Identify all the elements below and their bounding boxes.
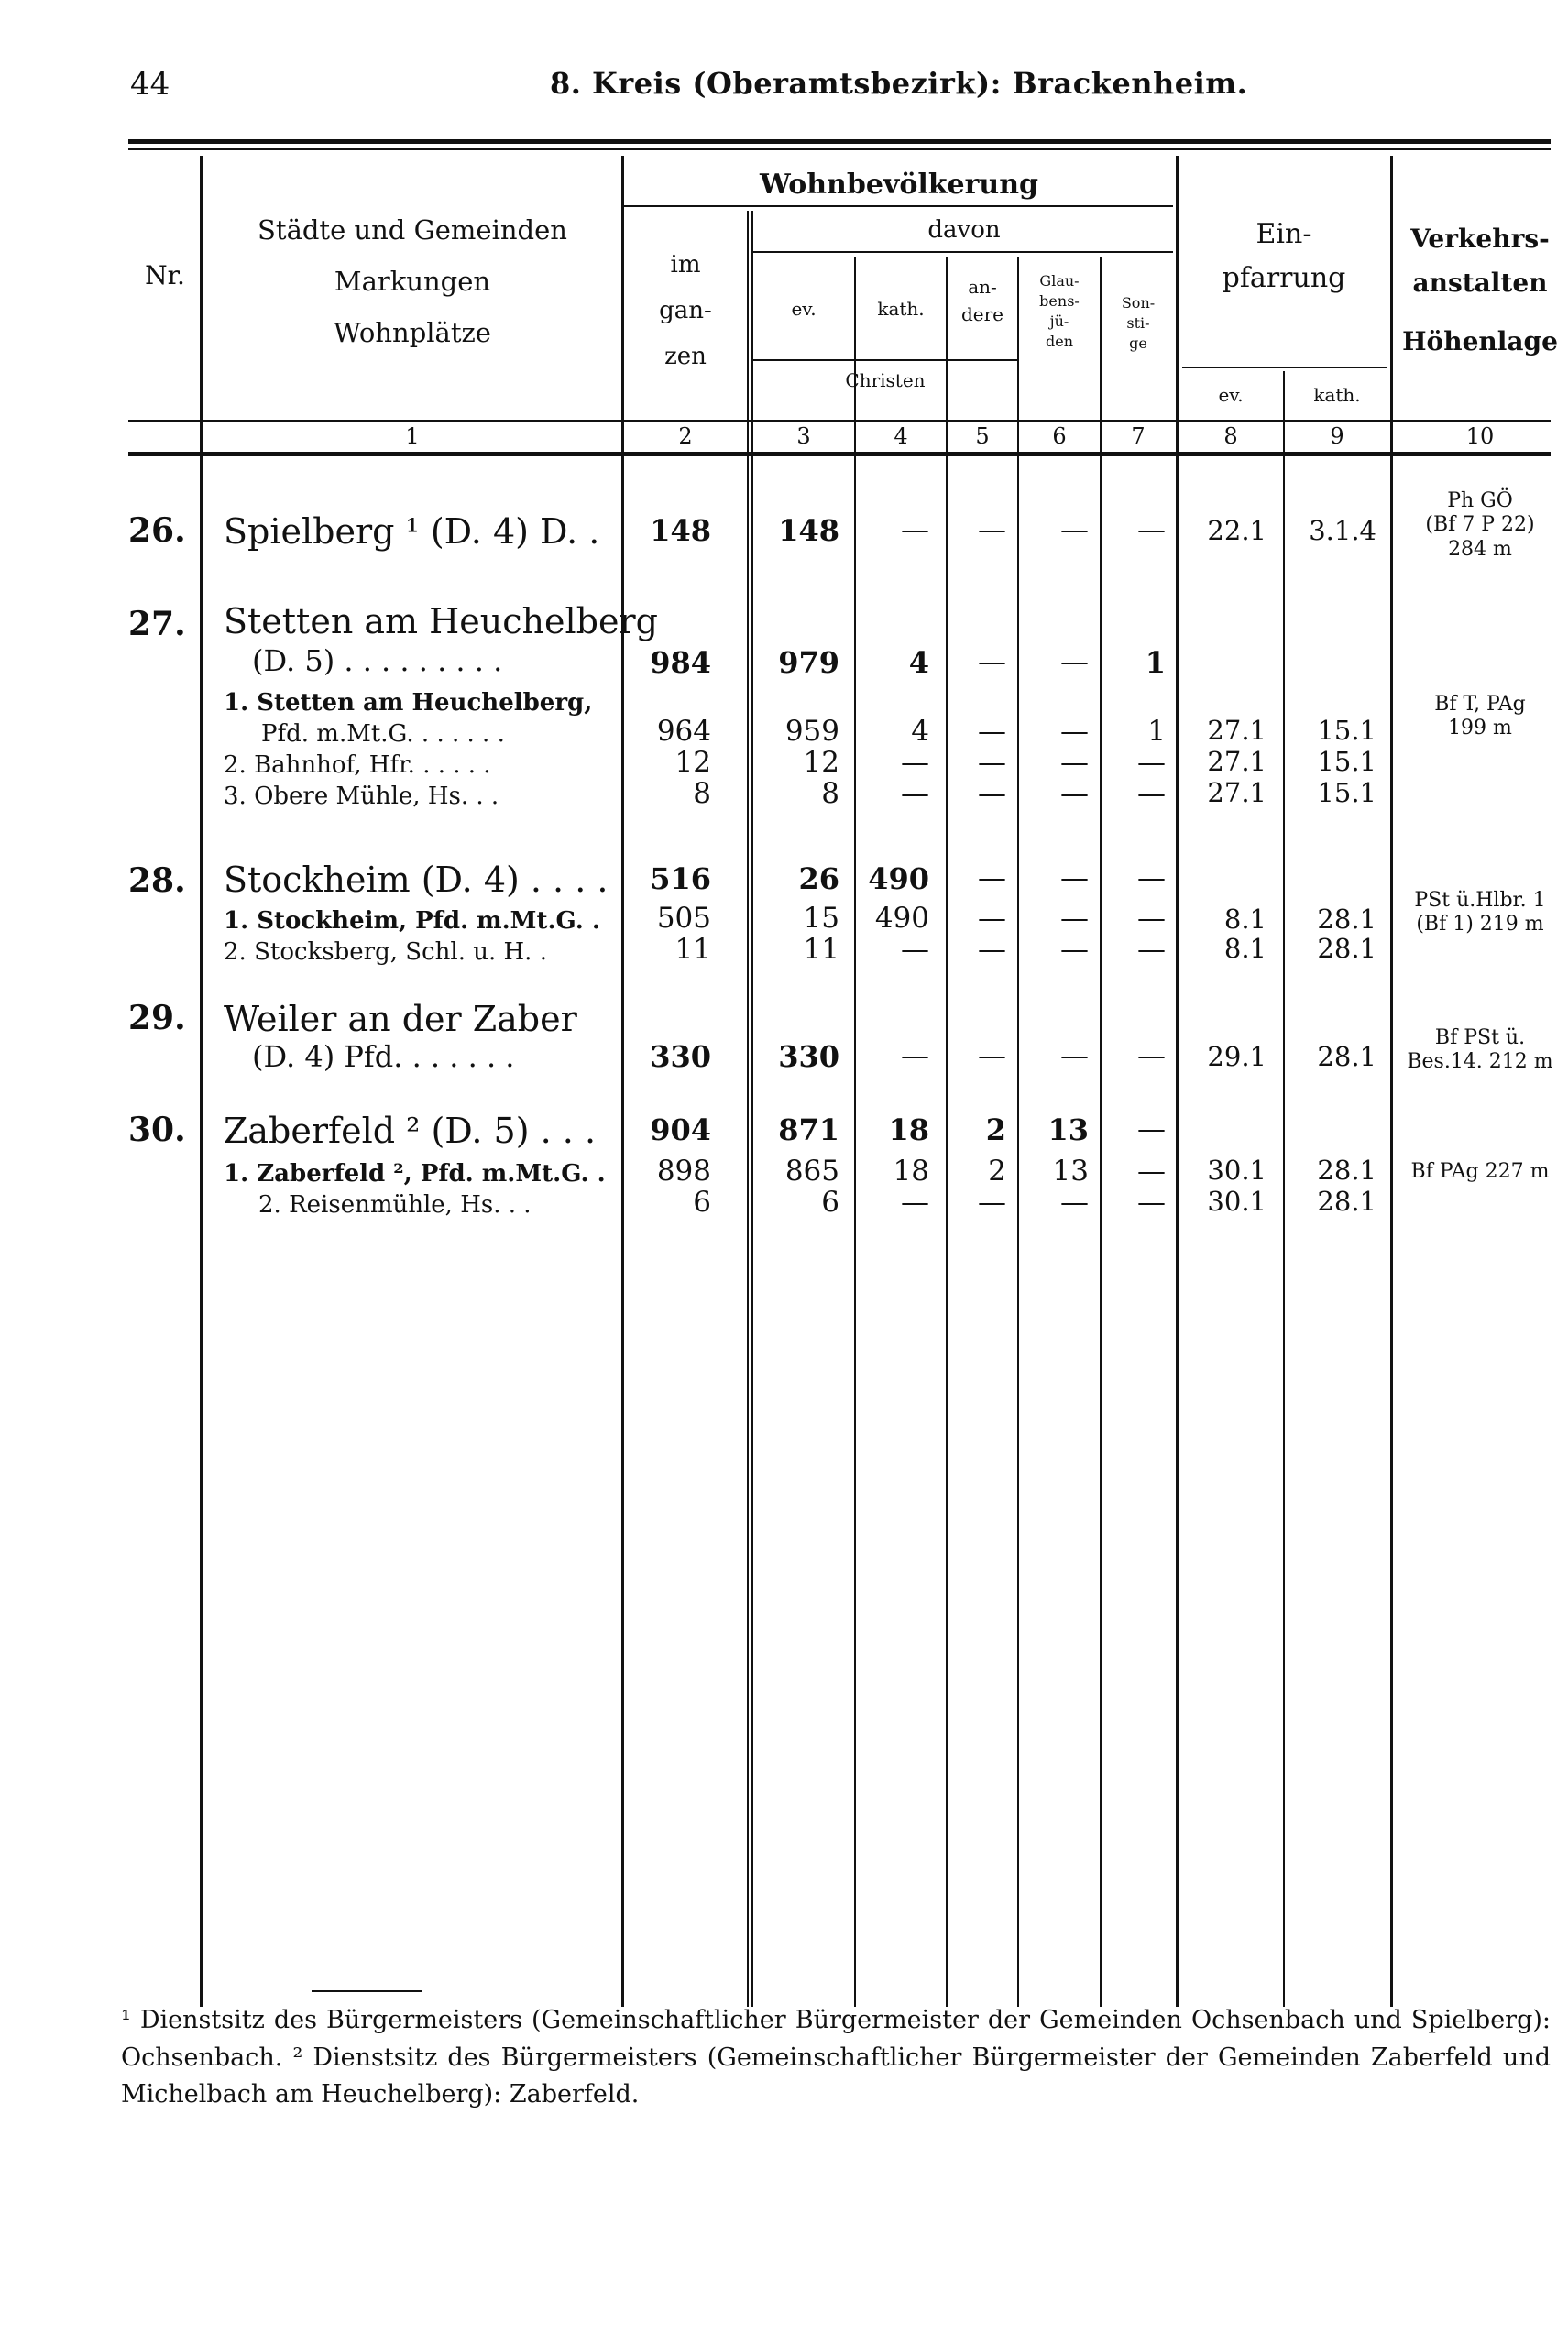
verk-line: Bf T, PAg (1434, 693, 1526, 716)
cell-kath: 490 (874, 902, 929, 935)
cell-ev: 148 (778, 513, 839, 548)
sub-name: 1. Stetten am Heuchelberg, (224, 689, 593, 717)
verk-line: 199 m (1448, 717, 1512, 740)
cell-sonst: — (1137, 1186, 1166, 1219)
header-ev: ev. (791, 298, 817, 320)
row-name: Spielberg ¹ (D. 4) D. . (224, 511, 600, 552)
cell-ev: 12 (803, 746, 839, 779)
header-andere-2: dere (960, 303, 1004, 325)
cell-juden: 13 (1052, 1155, 1089, 1188)
cell-ev: 330 (778, 1039, 839, 1074)
vline-nr (200, 156, 203, 2007)
cell-sonst: 1 (1147, 715, 1166, 748)
colnum-8: 8 (1223, 423, 1238, 449)
colnum-1: 1 (405, 423, 420, 449)
vline-name (621, 156, 624, 2007)
header-christen: Christen (845, 369, 926, 391)
cell-kath: 18 (893, 1155, 929, 1188)
row-name-cont: (D. 5) . . . . . . . . . (252, 643, 503, 678)
cell-total: 904 (650, 1112, 711, 1147)
cell-juden: — (1060, 645, 1089, 678)
cell-kath: — (901, 1186, 929, 1219)
cell-total: 330 (650, 1039, 711, 1074)
verk-line: (Bf 1) 219 m (1416, 913, 1544, 937)
vline-total-2 (751, 211, 753, 2007)
header-andere-1: an- (968, 276, 997, 298)
cell-total: 12 (674, 746, 711, 779)
cell-pf-ev: 30.1 (1207, 1186, 1266, 1217)
cell-juden: — (1060, 861, 1089, 894)
colnum-9: 9 (1330, 423, 1344, 449)
cell-ev: 26 (798, 861, 839, 896)
cell-kath: — (901, 746, 929, 779)
cell-juden: — (1060, 1186, 1089, 1219)
cell-pf-kath: 28.1 (1317, 1155, 1376, 1186)
cell-sonst: — (1137, 861, 1166, 894)
cell-total: 984 (650, 645, 711, 680)
colnum-6: 6 (1052, 423, 1067, 449)
header-verk-1: Verkehrs- (1410, 224, 1550, 254)
cell-pf-kath: 3.1.4 (1309, 515, 1376, 546)
cell-andere: — (978, 777, 1006, 810)
vline-total (747, 211, 749, 2007)
sub-name-cont: Pfd. m.Mt.G. . . . . . . (261, 720, 505, 748)
colnum-5: 5 (975, 423, 990, 449)
einpf-underline (1182, 367, 1387, 368)
header-imganzen-3: zen (664, 343, 707, 370)
wohn-underline (623, 205, 1173, 207)
colnum-2: 2 (678, 423, 693, 449)
colnum-10: 10 (1465, 423, 1495, 449)
cell-verk (1394, 1026, 1566, 1075)
row-name: Stockheim (D. 4) . . . . (224, 860, 609, 900)
header-verk-3: Höhenlage (1402, 326, 1558, 356)
row-nr: 30. (128, 1111, 186, 1149)
cell-verk (1398, 693, 1563, 741)
cell-pf-kath: 28.1 (1317, 904, 1376, 935)
row-name: Zaberfeld ² (D. 5) . . . (224, 1111, 597, 1151)
top-rule-thin (128, 148, 1551, 150)
cell-andere: — (978, 902, 1006, 935)
header-name-1: Städte und Gemeinden (258, 214, 567, 246)
cell-andere: — (978, 1186, 1006, 1219)
header-verk-2: anstalten (1412, 268, 1548, 298)
cell-juden: — (1060, 933, 1089, 966)
cell-sonst: — (1137, 1112, 1166, 1145)
cell-kath: 490 (868, 861, 929, 896)
cell-andere: — (978, 513, 1006, 546)
row-nr: 26. (128, 511, 186, 550)
cell-ev: 871 (778, 1112, 839, 1147)
cell-juden: — (1060, 746, 1089, 779)
header-nr: Nr. (145, 260, 185, 290)
header-davon: davon (927, 216, 1001, 244)
cell-total: 964 (656, 715, 711, 748)
cell-ev: 11 (803, 933, 839, 966)
header-einpf-1: Ein- (1255, 218, 1312, 250)
cell-pf-kath: 15.1 (1317, 777, 1376, 808)
cell-juden: — (1060, 715, 1089, 748)
cell-verk (1394, 889, 1566, 937)
cell-sonst: — (1137, 902, 1166, 935)
colnum-4: 4 (894, 423, 908, 449)
row-nr: 28. (128, 861, 186, 900)
header-wohn: Wohnbevölkerung (759, 169, 1039, 201)
verk-line: 284 m (1448, 537, 1512, 561)
cell-kath: — (901, 1039, 929, 1072)
cell-ev: 6 (821, 1186, 839, 1219)
header-sonst-3: ge (1129, 334, 1147, 352)
sub-name: 2. Stocksberg, Schl. u. H. . (224, 938, 547, 966)
row-name-cont: (D. 4) Pfd. . . . . . . (252, 1039, 515, 1074)
cell-sonst: — (1137, 1155, 1166, 1188)
header-sonst-1: Son- (1121, 294, 1156, 312)
sub-name: 1. Zaberfeld ², Pfd. m.Mt.G. . (224, 1160, 606, 1188)
verk-line: (Bf 7 P 22) (1425, 513, 1535, 537)
header-glaubens-4: den (1045, 333, 1073, 350)
cell-pf-ev: 22.1 (1207, 515, 1266, 546)
cell-andere: 2 (985, 1112, 1006, 1147)
cell-juden: — (1060, 902, 1089, 935)
cell-pf-kath: 28.1 (1317, 1041, 1376, 1072)
header-name-2: Markungen (334, 266, 491, 297)
verk-line: Ph GÖ (1447, 489, 1513, 512)
cell-pf-kath: 15.1 (1317, 715, 1376, 746)
cell-pf-kath: 28.1 (1317, 933, 1376, 964)
header-glaubens-3: jü- (1049, 312, 1069, 330)
cell-ev: 15 (803, 902, 839, 935)
sub-name: 2. Reisenmühle, Hs. . . (258, 1191, 532, 1219)
footnote: ¹ Dienstsitz des Bürgermeisters (Gemeinschaftlicher Bürgermeister der Gemeinden Ochsenbach und Spielberg): Ochsenbach. ² Dienstsitz des Bürgermeisters (Gemeinschaftlicher Bürgermeister der Gemeinden Zaberfeld und Michelbach am Heuchelberg): Zaberfeld. (121, 2006, 1551, 2109)
cell-pf-ev: 27.1 (1207, 715, 1266, 746)
cell-andere: — (978, 933, 1006, 966)
colnum-overline (128, 420, 1551, 422)
row-name: Stetten am Heuchelberg (224, 601, 658, 641)
cell-sonst: — (1137, 933, 1166, 966)
cell-pf-ev: 30.1 (1207, 1155, 1266, 1186)
cell-verk (1398, 489, 1563, 562)
cell-total: 6 (693, 1186, 711, 1219)
cell-total: 898 (656, 1155, 711, 1188)
cell-total: 505 (656, 902, 711, 935)
verk-line: Bf PSt ü. (1434, 1026, 1526, 1049)
cell-juden: — (1060, 513, 1089, 546)
cell-sonst: — (1137, 513, 1166, 546)
cell-pf-ev: 29.1 (1207, 1041, 1266, 1072)
header-bottom-rule (128, 452, 1551, 456)
row-name: Weiler an der Zaber (224, 999, 577, 1039)
davon-underline (751, 251, 1173, 253)
colnum-3: 3 (796, 423, 811, 449)
cell-total: 148 (650, 513, 711, 548)
cell-juden: — (1060, 1039, 1089, 1072)
verk-line: Bes.14. 212 m (1407, 1050, 1553, 1074)
row-nr: 27. (128, 605, 186, 643)
cell-ev: 865 (784, 1155, 839, 1188)
header-glaubens-2: bens- (1039, 292, 1080, 310)
cell-pf-kath: 28.1 (1317, 1186, 1376, 1217)
header-einpf-ev: ev. (1218, 384, 1244, 406)
cell-andere: — (978, 746, 1006, 779)
cell-sonst: — (1137, 1039, 1166, 1072)
cell-sonst: 1 (1145, 645, 1166, 680)
cell-verk (1394, 1160, 1566, 1184)
sub-name: 1. Stockheim, Pfd. m.Mt.G. . (224, 907, 600, 935)
cell-andere: — (978, 861, 1006, 894)
footnote-rule (312, 1990, 422, 1992)
cell-pf-ev: 27.1 (1207, 746, 1266, 777)
cell-pf-ev: 8.1 (1223, 933, 1266, 964)
cell-pf-ev: 8.1 (1223, 904, 1266, 935)
top-rule (128, 139, 1551, 144)
cell-sonst: — (1137, 746, 1166, 779)
header-imganzen-2: gan- (659, 297, 712, 324)
header-einpf-kath: kath. (1313, 384, 1361, 406)
cell-kath: 4 (908, 645, 929, 680)
header-einpf-2: pfarrung (1222, 262, 1346, 294)
cell-juden: 13 (1047, 1112, 1089, 1147)
verk-line: PSt ü.Hlbr. 1 (1414, 889, 1546, 912)
cell-juden: — (1060, 777, 1089, 810)
header-sonst-2: sti- (1126, 314, 1150, 332)
cell-total: 11 (674, 933, 711, 966)
header-name-3: Wohnplätze (334, 317, 491, 348)
sub-name: 2. Bahnhof, Hfr. . . . . . (224, 751, 491, 779)
header-imganzen-1: im (670, 251, 701, 279)
cell-andere: — (978, 715, 1006, 748)
cell-ev: 959 (784, 715, 839, 748)
cell-ev: 979 (778, 645, 839, 680)
cell-andere: — (978, 645, 1006, 678)
cell-total: 8 (693, 777, 711, 810)
header-glaubens-1: Glau- (1039, 272, 1080, 290)
page-number: 44 (130, 66, 170, 103)
cell-andere: — (978, 1039, 1006, 1072)
colnum-7: 7 (1131, 423, 1146, 449)
cell-kath: 4 (911, 715, 929, 748)
header-kath: kath. (877, 298, 925, 320)
cell-pf-ev: 27.1 (1207, 777, 1266, 808)
cell-ev: 8 (821, 777, 839, 810)
cell-kath: — (901, 933, 929, 966)
row-nr: 29. (128, 999, 186, 1037)
cell-total: 516 (650, 861, 711, 896)
christen-overline (751, 359, 1017, 361)
cell-kath: — (901, 777, 929, 810)
cell-sonst: — (1137, 777, 1166, 810)
cell-pf-kath: 15.1 (1317, 746, 1376, 777)
cell-andere: 2 (988, 1155, 1006, 1188)
verk-line: Bf PAg 227 m (1410, 1160, 1550, 1183)
sub-name: 3. Obere Mühle, Hs. . . (224, 783, 499, 810)
cell-kath: — (901, 513, 929, 546)
cell-kath: 18 (888, 1112, 929, 1147)
page-header: 8. Kreis (Oberamtsbezirk): Brackenheim. (550, 66, 1248, 101)
